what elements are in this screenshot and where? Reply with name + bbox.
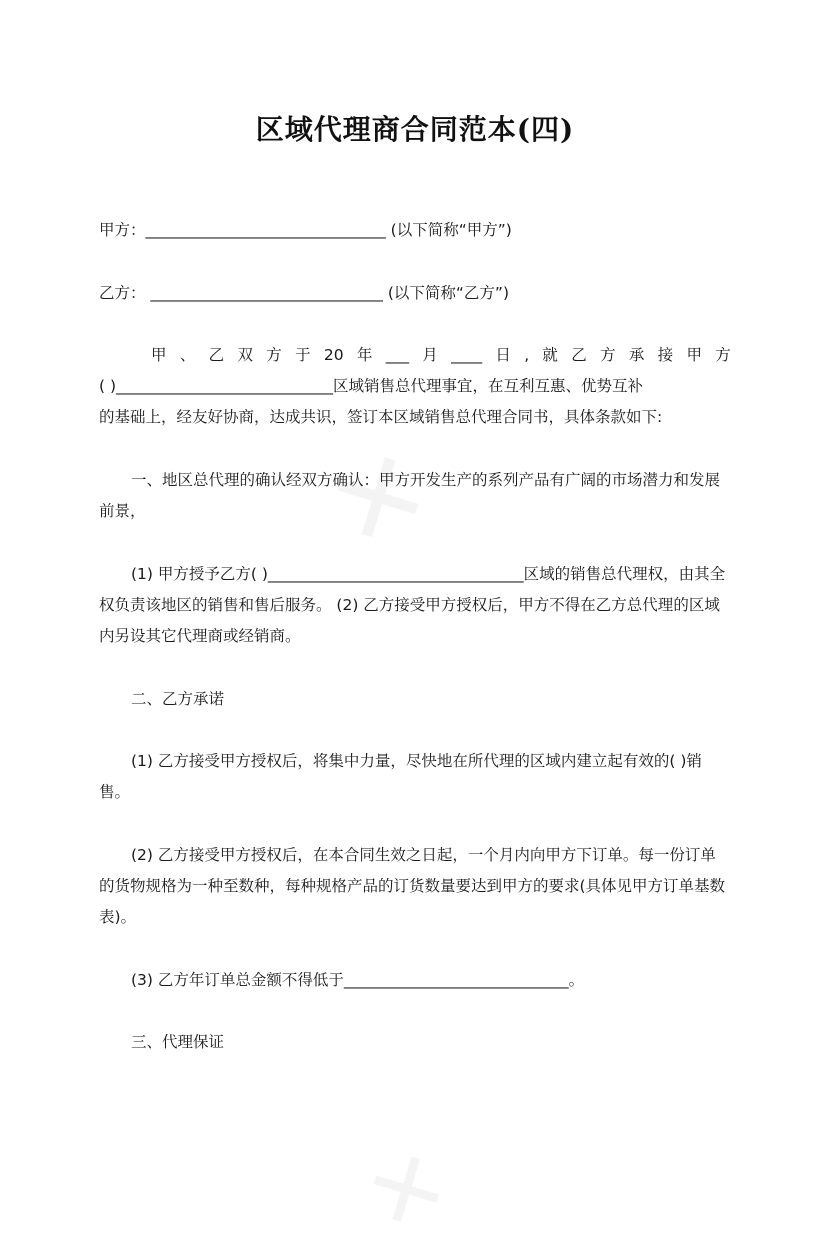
section-2-heading: 二、乙方承诺 bbox=[131, 690, 225, 708]
section-2-item-2: (2) 乙方接受甲方授权后，在本合同生效之日起，一个月内向甲方下订单。每一份订单的货物规格为一种至数种，每种规格产品的订货数量要达到甲方的要求(具体见甲方订单基数表)。 bbox=[99, 846, 726, 926]
intro-paragraph bbox=[99, 340, 731, 433]
intro-line-1-part: 甲 bbox=[151, 346, 167, 364]
intro-line-1-part: 年 bbox=[356, 346, 373, 364]
intro-line-1-part: 承 bbox=[628, 346, 645, 364]
section-1-heading: 一、地区总代理的确认经双方确认：甲方开发生产的系列产品有广阔的市场潜力和发展前景， bbox=[99, 471, 721, 520]
intro-line-1-part: ___ bbox=[385, 346, 409, 364]
intro-line-1-part: 就 bbox=[542, 346, 558, 364]
intro-line-1 bbox=[99, 340, 731, 371]
intro-line-1-part: 于 bbox=[295, 346, 311, 364]
section-3-heading: 三、代理保证 bbox=[131, 1033, 225, 1051]
intro-line-1-part: 甲 bbox=[686, 346, 702, 364]
intro-line-1-part: 乙 bbox=[208, 346, 225, 364]
intro-line-1-part: 接 bbox=[657, 346, 674, 364]
intro-line-3: 的基础上，经友好协商，达成共识，签订本区域销售总代理合同书，具体条款如下: bbox=[99, 408, 663, 426]
watermark: ✕ bbox=[308, 421, 451, 578]
intro-line-1-part: 乙 bbox=[571, 346, 587, 364]
section-2-item-1: (1) 乙方接受甲方授权后，将集中力量，尽快地在所代理的区域内建立起有效的( )销售。 bbox=[99, 752, 702, 801]
party-a-line: 甲方：_______________________________ (以下简称“甲方”) bbox=[99, 221, 512, 239]
intro-line-1-part: 方 bbox=[715, 346, 731, 364]
intro-line-1-part: 20 bbox=[323, 346, 344, 364]
watermark-bottom: ✕ bbox=[349, 1127, 466, 1255]
section-2-item-3: (3) 乙方年订单总金额不得低于_____________________________。 bbox=[131, 971, 585, 989]
page-title: 区域代理商合同范本(四) bbox=[255, 113, 575, 146]
intro-line-1-part: 方 bbox=[600, 346, 616, 364]
intro-line-2: ( )____________________________区域销售总代理事宜，在互利互惠、优势互补 bbox=[99, 377, 644, 395]
intro-line-1-part: 方 bbox=[266, 346, 282, 364]
party-b-line: 乙方： ______________________________ (以下简称“乙方”) bbox=[99, 284, 510, 302]
intro-line-1-part: 月 bbox=[422, 346, 438, 364]
intro-line-1-part: 双 bbox=[237, 346, 253, 364]
intro-line-1-part: 、 bbox=[179, 346, 196, 364]
intro-line-1-part: , bbox=[524, 346, 530, 364]
intro-line-1-part: ____ bbox=[451, 346, 483, 364]
intro-line-1-part: 日 bbox=[495, 346, 511, 364]
section-1-item: (1) 甲方授予乙方( )_________________________________区域的销售总代理权，由其全权负责该地区的销售和售后服务。 (2) 乙方接受甲方授权后，甲方不得在乙方总代理的区域内另设其它代理商或经销商。 bbox=[99, 565, 726, 645]
